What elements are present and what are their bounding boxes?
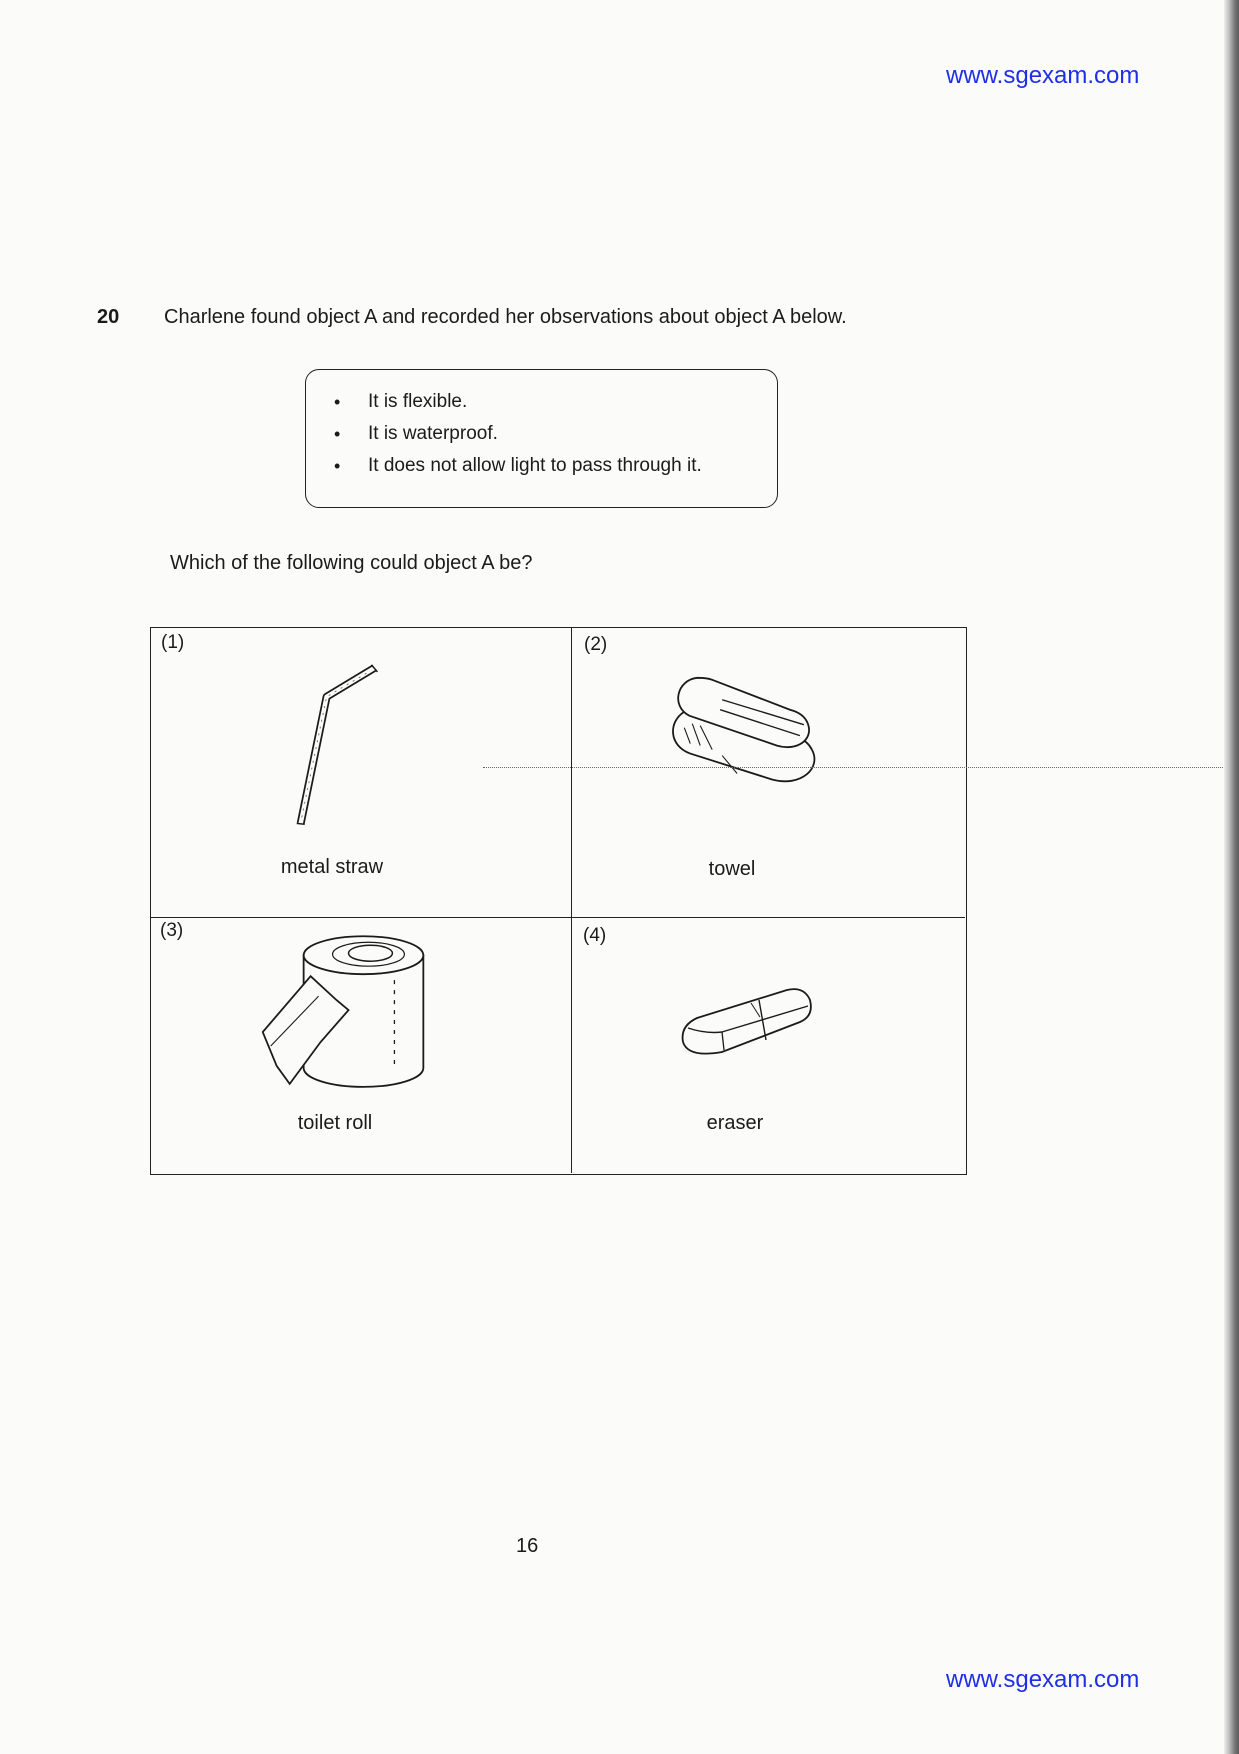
option-label: (1) xyxy=(161,632,185,653)
observation-text: It is flexible. xyxy=(368,391,468,412)
observation-text: It does not allow light to pass through it. xyxy=(368,455,702,476)
observation-text: It is waterproof. xyxy=(368,423,498,444)
question-prompt: Which of the following could object A be? xyxy=(170,552,533,574)
footer-website: www.sgexam.com xyxy=(946,1666,1140,1693)
header-website: www.sgexam.com xyxy=(946,62,1140,89)
option-caption: towel xyxy=(708,858,756,880)
option-caption: eraser xyxy=(706,1112,764,1134)
page-number: 16 xyxy=(516,1535,539,1557)
option-cell-3 xyxy=(151,918,572,1173)
option-caption: metal straw xyxy=(280,856,384,878)
option-label: (4) xyxy=(583,925,607,946)
bullet-icon: • xyxy=(334,456,341,476)
question-text: Charlene found object A and recorded her observations about object A below. xyxy=(164,306,847,328)
option-label: (3) xyxy=(160,920,184,941)
scan-fold-line xyxy=(483,767,1227,768)
bullet-icon: • xyxy=(334,392,341,412)
option-cell-1 xyxy=(151,628,572,918)
scan-edge-shadow xyxy=(1224,0,1239,1754)
option-caption: toilet roll xyxy=(297,1112,373,1134)
bullet-icon: • xyxy=(334,424,341,444)
option-cell-4 xyxy=(572,918,965,1173)
observations-box xyxy=(305,369,778,508)
option-cell-2 xyxy=(572,628,965,918)
option-label: (2) xyxy=(584,634,608,655)
question-number: 20 xyxy=(97,306,120,328)
options-table xyxy=(150,627,967,1175)
